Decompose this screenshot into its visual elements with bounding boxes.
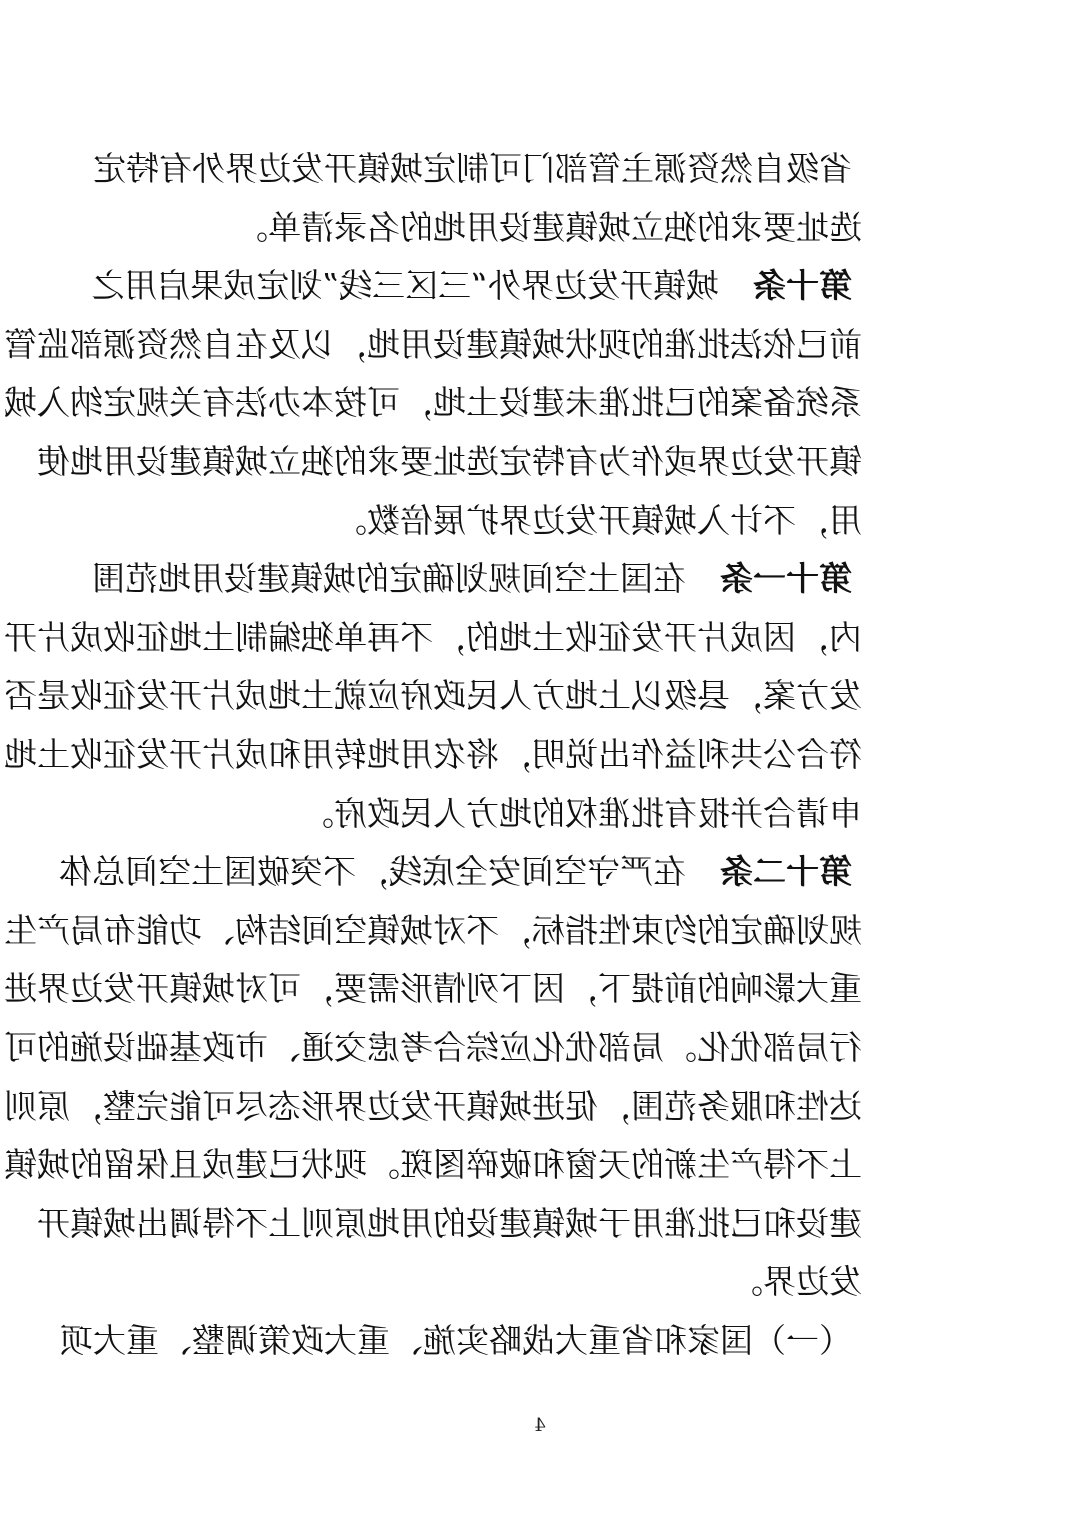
text-line: 行局部优化。局部优化应综合考虑交通、市政基础设施的可 <box>4 1027 862 1067</box>
article-12-line <box>59 843 862 902</box>
text-line: 在严守空间安全底线，不突破国土空间总体 <box>59 852 686 892</box>
text-line: 达性和服务范围，促进城镇开发边界形态尽可能完整，原则 <box>4 1086 862 1126</box>
text-line: 上不得产生新的天窗和破碎图斑。现状已建成且保留的城镇 <box>4 1145 862 1185</box>
text-line: 建设和已批准用于城镇建设的用地原则上不得调出城镇开 <box>37 1203 862 1243</box>
text-line: 选址要求的独立城镇建设用地的名录清单。 <box>235 207 862 247</box>
text-line: 申请合并报有批准权的地方人民政府。 <box>301 793 862 833</box>
text-line: 发边界。 <box>730 1262 862 1302</box>
text-line: 省级自然资源主管部门可制定城镇开发边界外有特定 <box>93 149 852 188</box>
text-line: 镇开发边界或作为有特定选址要求的独立城镇建设用地使 <box>37 441 862 481</box>
text-line: 城镇开发边界外“三区三线”划定成果启用之 <box>91 266 719 306</box>
text-line: 用，不计入城镇开发边界扩展倍数。 <box>334 500 862 540</box>
text-line: 在国土空间规划确定的城镇建设用地范围 <box>92 559 686 599</box>
text-line: 系统备案的已批准未建设土地，可按本办法有关规定纳入城 <box>4 383 862 423</box>
list-item-1: （一）国家和省重大战略实施、重大政策调整、重大项 <box>60 1320 852 1360</box>
document-body <box>4 140 862 1370</box>
text-line: 内，因成片开发征收土地的，不再单独编制土地征收成片开 <box>4 617 862 657</box>
text-line: 发方案，县级以上地方人民政府应就土地成片开发征收是否 <box>4 676 862 716</box>
article-heading-11: 第十一条 <box>720 559 852 599</box>
article-11-line <box>92 550 862 609</box>
article-10-line <box>91 257 862 316</box>
page-number: 4 <box>534 1415 546 1436</box>
text-line: 规划确定的约束性指标，不对城镇空间结构、功能布局产生 <box>4 910 862 950</box>
article-heading-12: 第十二条 <box>720 852 852 892</box>
text-line: 符合公共利益作出说明，将农用地转用和成片开发征收土地 <box>4 734 862 774</box>
text-line: 前已依法批准的现状城镇建设用地，以及在自然资源部监管 <box>4 324 862 364</box>
article-heading-10: 第十条 <box>753 266 852 306</box>
text-line: 重大影响的前提下，因下列情形需要，可对城镇开发边界进 <box>4 969 862 1009</box>
